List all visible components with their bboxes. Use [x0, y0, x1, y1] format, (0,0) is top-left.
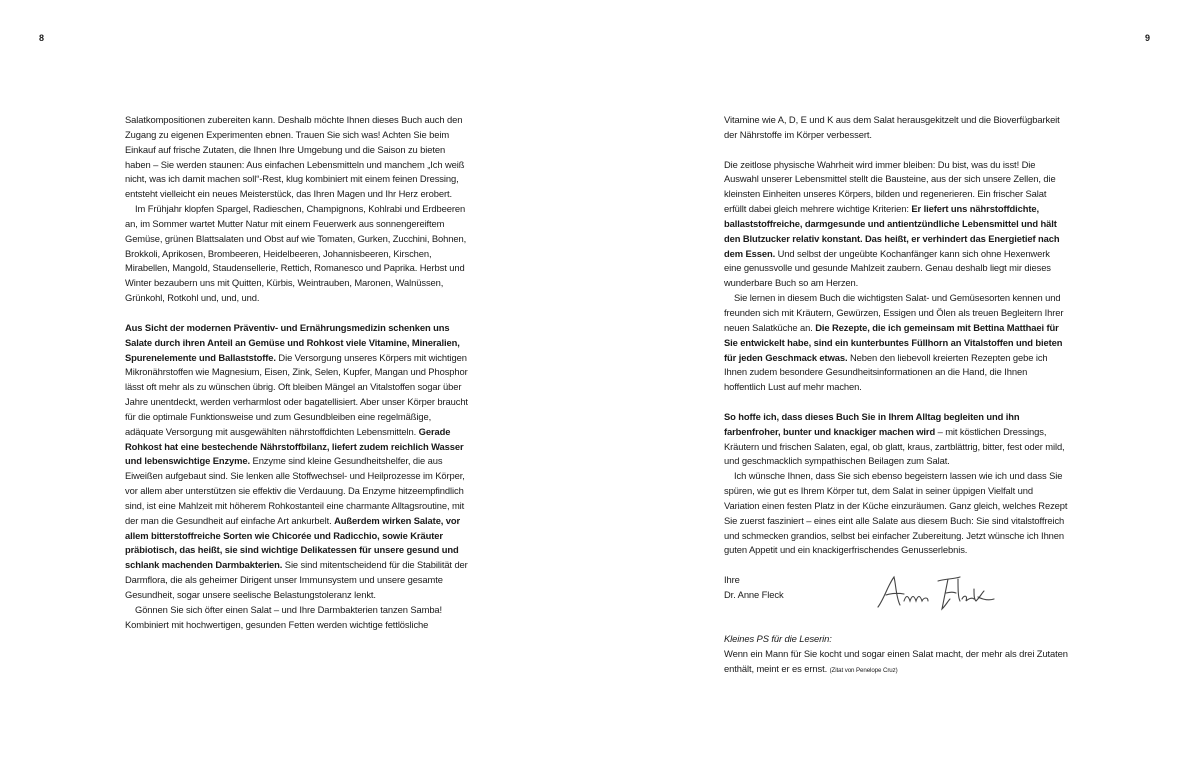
bold-highlight: Die Rezepte, die ich gemeinsam mit Bettina Matthaei für Sie entwickelt habe, sind ein kunterbuntes Füllhorn an Vitalstoffen und bieten für jeden Geschmack etwas. [724, 321, 1063, 363]
paragraph [125, 113, 470, 202]
right-page-column [724, 113, 1069, 679]
ps-text [724, 647, 1069, 679]
paragraph-text: Im Frühjahr klopfen Spargel, Radieschen, Champignons, Kohlrabi und Erdbeeren an, im Sommer wartet Mutter Natur mit einem Feuerwerk aus sonnengereiftem Gemüse, grünen Blattsalaten und Obst auf wie Tomaten, Gurken, Zucchini, Bohnen, Brokkoli, Aprikosen, Brombeeren, Heidelbeeren, Johannisbeeren, Kirschen, Mirabellen, Mangold, Staudensellerie, Rettich, Romanesco und Paprika. Herbst und Winter bezaubern uns mit Quitten, Kürbis, Weintrauben, Maronen, Walnüssen, Grünkohl, Rotkohl und, und, und. [125, 203, 467, 304]
paragraph-text: Sie sind mitentscheidend für die Stabilität der Darmflora, die als geheimer Dirigent unser Immunsystem und unsere gesamte Gesundheit, sogar unsere seelische Belastungstoleranz lenkt. [125, 559, 468, 600]
paragraph-text: Enzyme sind kleine Gesundheitshelfer, die aus Eiweißen aufgebaut sind. Sie lenken alle Stoffwechsel- und Heilprozesse im Körper, vor allem aber unterstützen sie effektiv die Verdauung. Da Enzyme hitzeempfindlich sind, ist eine Mahlzeit mit höherem Rohkostanteil eine charmante Alltagsroutine, mit der man die Gesundheit auf einfache Art ankurbelt. [125, 455, 465, 526]
paragraph [724, 291, 1069, 395]
left-page-column [125, 113, 470, 633]
paragraph-text: Die Versorgung unseres Körpers mit wichtigen Mikronährstoffen wie Magnesium, Eisen, Zink, Selen, Kupfer, Mangan und Phosphor lässt oft mehr als zu wünschen übrig. Oft bleiben Mängel an Vitalstoffen sogar über Jahre unentdeckt, werden verharmlost oder bagatellisiert. Aber unser Körper braucht für die optimale Funktionsweise und zum Gesundbleiben eine regelmäßige, adäquate Versorgung mit ausgewählten nährstoffdichten Lebensmitteln. [125, 351, 468, 437]
bold-highlight: Er liefert uns nährstoffdichte, ballaststoffreiche, darmgesunde und antientzündliche Lebensmittel und hält den Blutzucker relativ konstant. Das heißt, er verhindert das Energietief nach dem Essen. [724, 203, 1060, 259]
signature-block [724, 573, 1069, 617]
paragraph-text: – mit köstlichen Dressings, Kräutern und frischen Salaten, egal, ob glatt, kraus, zartblättrig, bitter, fest oder mild, und geschmacklich sympathischen Beilagen zum Salat. [724, 425, 1065, 467]
bold-highlight: So hoffe ich, dass dieses Buch Sie in Ihrem Alltag begleiten und ihn farbenfroher, bunter und knackiger machen wird [724, 410, 1020, 437]
bold-highlight: Außerdem wirken Salate, vor allem bitterstoffreiche Sorten wie Chicorée und Radicchio, sowie Kräuter präbiotisch, das heißt, sie sind wichtige Delikatessen für unsere gesund und schlank machenden Darmbakterien. [125, 514, 461, 571]
ps-heading [724, 632, 1069, 647]
paragraph-text: Sie lernen in diesem Buch die wichtigsten Salat- und Gemüsesorten kennen und freunden sich mit Kräutern, Gewürzen, Essigen und Ölen als treuen Begleitern Ihrer neuen Salatküche an. [724, 292, 1064, 333]
ps-citation: (Zitat von Penelope Cruz) [829, 666, 898, 674]
paragraph [125, 603, 470, 633]
paragraph-text: Neben den liebevoll kreierten Rezepten gebe ich Ihnen zudem besondere Gesundheitsinformationen an die Hand, die Ihnen hoffentlich Lust auf mehr machen. [724, 351, 1048, 393]
ps-quote: Wenn ein Mann für Sie kocht und sogar einen Salat macht, der mehr als drei Zutaten enthält, meint er es ernst. [724, 647, 1068, 674]
paragraph [724, 113, 1069, 143]
author-name: Dr. Anne Fleck [724, 589, 784, 600]
page-number-right: 9 [1145, 33, 1151, 43]
page-number-left: 8 [39, 33, 45, 43]
bold-highlight: Aus Sicht der modernen Präventiv- und Ernährungsmedizin schenken uns Salate durch ihren Anteil an Gemüse und Rohkost viele Vitamine, Mineralien, Spurenelemente und Ballaststoffe. [125, 321, 460, 363]
paragraph [125, 321, 470, 603]
paragraph-text: Gönnen Sie sich öfter einen Salat – und Ihre Darmbakterien tanzen Samba! Kombiniert mit hochwertigen, gesunden Fetten werden wichtige fettlösliche [125, 603, 443, 630]
paragraph [724, 410, 1069, 469]
signature-image [874, 571, 999, 615]
paragraph [125, 202, 470, 306]
paragraph [724, 469, 1069, 558]
paragraph-text: Salatkompositionen zubereiten kann. Deshalb möchte Ihnen dieses Buch auch den Zugang zu eigenen Experimenten ebnen. Trauen Sie sich was! Achten Sie beim Einkauf auf frische Zutaten, die Ihnen Ihre Umgebung und die Saison zu bieten haben – Sie werden staunen: Aus einfachen Lebensmitteln und manchem „Ich weiß nicht, was ich damit machen soll“-Rest, klug kombiniert mit einem feinen Dressing, entsteht vielleicht ein neues Meisterstück, das Ihren Magen und Ihr Herz erobert. [125, 114, 465, 200]
ps-heading-text: Kleines PS für die Leserin: [724, 633, 832, 644]
paragraph-text: Vitamine wie A, D, E und K aus dem Salat herausgekitzelt und die Bioverfügbarkeit der Nährstoffe im Körper verbessert. [724, 114, 1060, 140]
paragraph-text: Ich wünsche Ihnen, dass Sie sich ebenso begeistern lassen wie ich und dass Sie spüren, wie gut es Ihrem Körper tut, dem Salat in seiner üppigen Vielfalt und Variation einen festen Platz in der Küche einzuräumen. Ganz gleich, welches Rezept Sie zuerst fasziniert – eines eint alle Salate aus diesem Buch: Sie sind vitalstoffreich und schmecken grandios, selbst bei einfacher Zubereitung. Jetzt wünsche ich Ihnen guten Appetit und ein knackigerfrischendes Genusserlebnis. [724, 470, 1068, 556]
paragraph [724, 158, 1069, 292]
bold-highlight: Gerade Rohkost hat eine bestechende Nährstoffbilanz, liefert zudem reichlich Wasser und lebenswichtige Enzyme. [125, 425, 464, 467]
paragraph-text: Und selbst der ungeübte Kochanfänger kann sich ohne Hexenwerk eine genussvolle und gesunde Mahlzeit zaubern. Genau deshalb liegt mir dieses wunderbare Buch so am Herzen. [724, 247, 1051, 289]
paragraph-text: Die zeitlose physische Wahrheit wird immer bleiben: Du bist, was du isst! Die Auswahl unserer Lebensmittel stellt die Bausteine, aus der sich unsere Zellen, die kleinsten Einheiten unseres Körpers, bilden und regenerieren. Ein frischer Salat erfüllt dabei gleich mehrere wichtige Kriterien: [724, 158, 1056, 215]
closing-text: Ihre [724, 574, 740, 586]
